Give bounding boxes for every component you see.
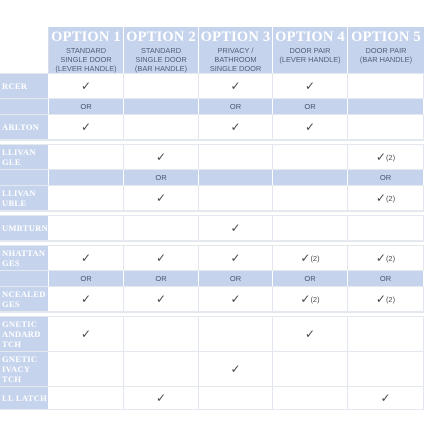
check-icon (305, 120, 315, 134)
option-cell (124, 287, 199, 311)
check-mark: ✓ (300, 292, 311, 306)
check-mark: ✓ (300, 251, 311, 265)
or-label: OR (80, 274, 92, 283)
check-mark: ✓ (230, 79, 241, 93)
option-cell (124, 387, 199, 409)
check-icon (81, 251, 91, 265)
option-cell (273, 352, 348, 386)
option-cell (273, 186, 348, 210)
check-icon (380, 391, 390, 405)
option-cell (199, 387, 273, 409)
header-option-3 (199, 27, 273, 73)
option-cell (348, 186, 424, 210)
header-option-1 (49, 27, 124, 73)
check-icon (81, 292, 91, 306)
option-cell (348, 74, 424, 98)
check-mark: ✓ (375, 191, 386, 205)
option-title: OPTION 2 (126, 29, 196, 45)
check-mark: ✓ (230, 362, 241, 376)
or-label: OR (304, 102, 316, 111)
option-cell (199, 287, 273, 311)
check-icon (305, 327, 315, 341)
or-label: OR (379, 274, 392, 283)
option-cell (273, 287, 348, 311)
check-mark: ✓ (304, 120, 316, 134)
footnote-ref: (2) (385, 254, 396, 263)
option-desc: STANDARD SINGLE DOOR (LEVER HANDLE) (55, 46, 117, 73)
option-cell (199, 352, 273, 386)
check-icon (376, 251, 395, 265)
header-corner (0, 27, 49, 73)
option-cell (199, 170, 273, 185)
option-cell (49, 186, 124, 210)
check-mark: ✓ (230, 120, 241, 134)
option-cell (49, 99, 124, 114)
check-mark: ✓ (80, 327, 92, 341)
or-row (0, 170, 424, 185)
check-icon (156, 251, 166, 265)
option-cell (124, 145, 199, 169)
check-icon (156, 391, 166, 405)
option-cell (273, 216, 348, 240)
or-label: OR (155, 274, 167, 283)
table-row (0, 287, 424, 311)
footnote-ref: (2) (310, 295, 320, 304)
check-icon (156, 150, 166, 164)
option-cell (199, 317, 273, 351)
table-row (0, 115, 424, 139)
table-row (0, 246, 424, 270)
check-mark: ✓ (230, 251, 241, 265)
check-icon (305, 79, 315, 93)
row-label: NHATTAN GES (0, 246, 49, 270)
or-label: OR (229, 102, 242, 111)
check-icon (230, 251, 240, 265)
check-mark: ✓ (155, 251, 167, 265)
table-row (0, 216, 424, 240)
check-icon (81, 120, 91, 134)
option-title: OPTION 3 (200, 29, 271, 45)
option-cell (124, 186, 199, 210)
option-cell (199, 271, 273, 286)
option-cell (273, 271, 348, 286)
or-label: OR (80, 102, 92, 111)
option-cell (348, 387, 424, 409)
option-cell (348, 99, 424, 114)
option-cell (273, 145, 348, 169)
table-row (0, 186, 424, 210)
option-cell (273, 387, 348, 409)
option-cell (199, 99, 273, 114)
table-row (0, 317, 424, 351)
option-cell (124, 352, 199, 386)
check-icon (230, 362, 240, 376)
option-cell (199, 145, 273, 169)
option-desc: STANDARD SINGLE DOOR (BAR HANDLE) (134, 46, 188, 73)
check-mark: ✓ (155, 391, 167, 405)
option-cell (199, 186, 273, 210)
check-mark: ✓ (80, 292, 92, 306)
option-cell (348, 352, 424, 386)
check-mark: ✓ (375, 292, 386, 306)
option-cell (124, 99, 199, 114)
check-mark: ✓ (155, 150, 167, 164)
option-desc: DOOR PAIR (LEVER HANDLE) (279, 46, 341, 64)
header-option-4 (273, 27, 348, 73)
option-cell (49, 287, 124, 311)
option-desc: PRIVACY / BATHROOM SINGLE DOOR (209, 46, 262, 73)
check-icon (230, 120, 240, 134)
or-label: OR (304, 274, 316, 283)
option-cell (273, 115, 348, 139)
footnote-ref: (2) (385, 295, 396, 304)
option-cell (49, 170, 124, 185)
check-icon (376, 150, 395, 164)
option-cell (124, 74, 199, 98)
check-mark: ✓ (230, 292, 241, 306)
table-body (0, 73, 424, 410)
option-cell (124, 246, 199, 270)
option-cell (273, 74, 348, 98)
table-row (0, 387, 424, 409)
table-row (0, 352, 424, 386)
check-mark: ✓ (375, 251, 386, 265)
option-cell (49, 387, 124, 409)
row-label (0, 99, 49, 114)
or-row (0, 271, 424, 286)
check-icon (156, 191, 166, 205)
option-cell (124, 271, 199, 286)
check-icon (156, 292, 166, 306)
check-mark: ✓ (80, 120, 92, 134)
check-mark: ✓ (230, 221, 241, 235)
row-label: NCEALED GES (0, 287, 49, 311)
option-cell (49, 115, 124, 139)
option-cell (49, 352, 124, 386)
row-label: GNETIC IVACY TCH (0, 352, 49, 386)
check-icon (300, 292, 319, 306)
or-label: OR (229, 274, 242, 283)
option-cell (348, 115, 424, 139)
check-icon (81, 79, 91, 93)
option-cell (348, 317, 424, 351)
option-cell (348, 170, 424, 185)
check-icon (230, 292, 240, 306)
check-mark: ✓ (155, 292, 167, 306)
option-cell (199, 216, 273, 240)
option-title: OPTION 1 (51, 29, 121, 45)
check-mark: ✓ (375, 150, 386, 164)
row-label: LLIVAN GLE (0, 145, 49, 169)
footnote-ref: (2) (310, 254, 320, 263)
option-cell (273, 246, 348, 270)
row-label: ARLTON (0, 115, 49, 139)
option-cell (49, 216, 124, 240)
or-label: OR (155, 173, 167, 182)
header-row (0, 27, 424, 73)
row-label: RCER (0, 74, 49, 98)
option-cell (124, 216, 199, 240)
check-icon (376, 191, 395, 205)
check-icon (376, 292, 395, 306)
option-title: OPTION 5 (351, 29, 421, 45)
option-title: OPTION 4 (275, 29, 345, 45)
table-row (0, 74, 424, 98)
check-icon (81, 327, 91, 341)
option-cell (49, 317, 124, 351)
option-cell (199, 246, 273, 270)
option-cell (348, 246, 424, 270)
check-mark: ✓ (380, 391, 391, 405)
footnote-ref: (2) (385, 194, 396, 203)
option-cell (348, 271, 424, 286)
header-option-5 (348, 27, 424, 73)
option-cell (49, 74, 124, 98)
check-mark: ✓ (80, 251, 92, 265)
check-icon (230, 221, 240, 235)
option-cell (49, 246, 124, 270)
option-desc: DOOR PAIR (BAR HANDLE) (359, 46, 413, 64)
option-cell (273, 317, 348, 351)
row-label: LL LATCH (0, 387, 49, 409)
row-label: UMBTURN (0, 216, 49, 240)
check-mark: ✓ (304, 79, 316, 93)
option-cell (348, 216, 424, 240)
hardware-options-table (0, 27, 424, 410)
table-row (0, 145, 424, 169)
option-cell (348, 287, 424, 311)
option-cell (273, 170, 348, 185)
header-option-2 (124, 27, 199, 73)
row-label: LLIVAN UBLE (0, 186, 49, 210)
option-cell (49, 271, 124, 286)
check-mark: ✓ (304, 327, 316, 341)
or-label: OR (379, 173, 392, 182)
option-cell (273, 99, 348, 114)
row-label: GNETIC ANDARD TCH (0, 317, 49, 351)
option-cell (124, 317, 199, 351)
option-cell (199, 115, 273, 139)
check-icon (300, 251, 319, 265)
check-mark: ✓ (80, 79, 92, 93)
or-row (0, 99, 424, 114)
check-icon (230, 79, 240, 93)
option-cell (124, 115, 199, 139)
option-cell (348, 145, 424, 169)
option-cell (199, 74, 273, 98)
row-label (0, 271, 49, 286)
option-cell (124, 170, 199, 185)
footnote-ref: (2) (385, 153, 396, 162)
row-label (0, 170, 49, 185)
option-cell (49, 145, 124, 169)
check-mark: ✓ (155, 191, 167, 205)
